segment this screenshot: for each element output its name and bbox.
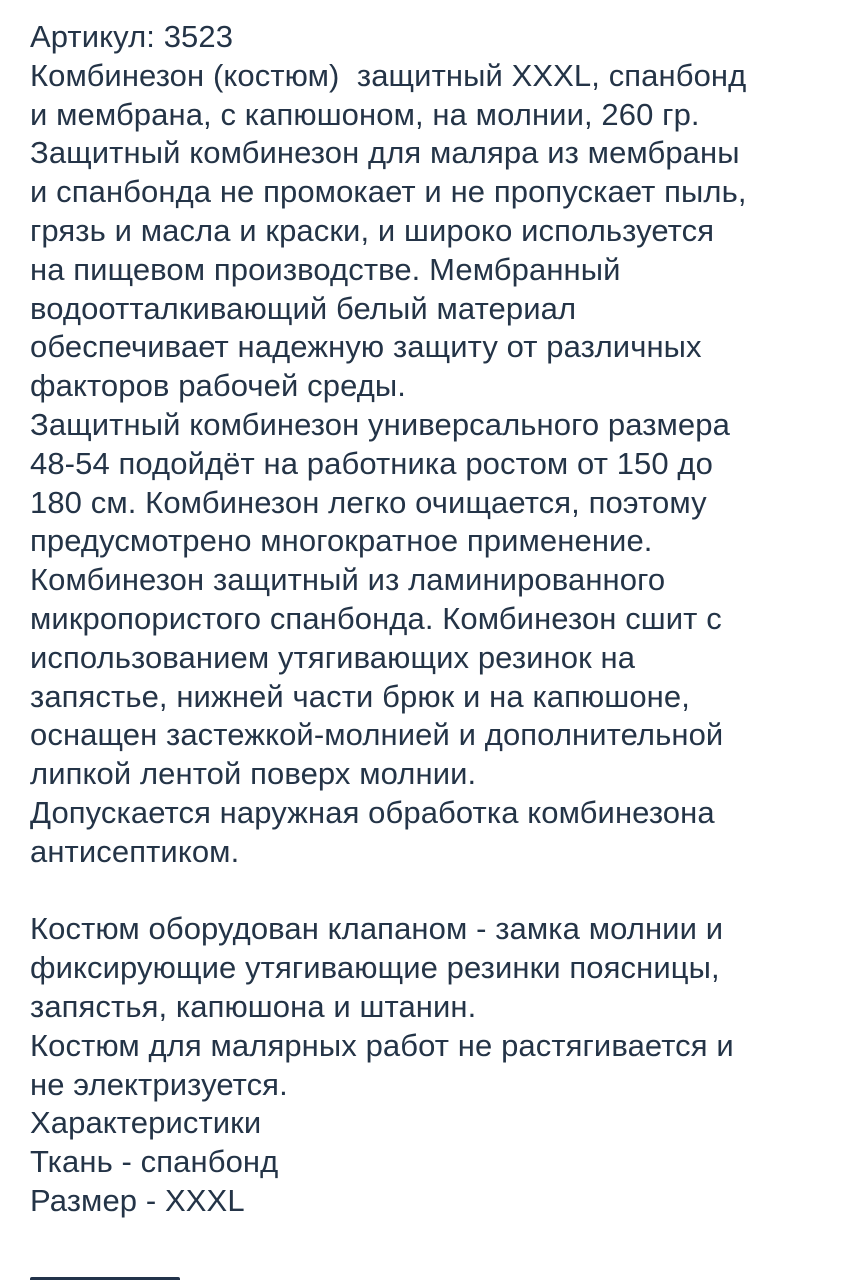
text-line: фиксирующие утягивающие резинки поясницы, [30,950,720,986]
text-line: водоотталкивающий белый материал [30,290,577,326]
text-line: Допускается наружная обработка комбинезона [30,794,715,830]
text-line: предусмотрено многократное применение. [30,523,653,559]
text-line: Защитный комбинезон универсального размера [30,406,730,442]
text-line: 48-54 подойдёт на работника ростом от 150 до [30,445,713,481]
text-line: на пищевом производстве. Мембранный [30,251,621,287]
text-line: оснащен застежкой-молнией и дополнительной [30,717,724,753]
text-line: Защитный комбинезон для маляра из мембраны [30,135,740,171]
text-line: факторов рабочей среды. [30,368,407,404]
text-line: использованием утягивающих резинок на [30,639,636,675]
text-line: Комбинезон (костюм) защитный XXXL, спанбонд [30,57,747,93]
text-line: запястье, нижней части брюк и на капюшоне, [30,678,690,714]
text-line: Костюм для малярных работ не растягивается и [30,1027,734,1063]
text-line: Ткань - спанбонд [30,1144,279,1180]
text-line [30,872,832,911]
text-line: Характеристики [30,1105,262,1141]
text-line: антисептиком. [30,833,240,869]
text-line: и мембрана, с капюшоном, на молнии, 260 гр. [30,96,700,132]
text-line: липкой лентой поверх молнии. [30,756,477,792]
text-line: обеспечивает надежную защиту от различных [30,329,702,365]
text-line: Артикул: 3523 [30,19,234,54]
text-line: Размер - XXXL [30,1182,245,1218]
text-line: микропористого спанбонда. Комбинезон сшит с [30,600,722,636]
text-line: 180 см. Комбинезон легко очищается, поэтому [30,484,707,520]
text-line: грязь и масла и краски, и широко используется [30,212,715,248]
text-line: и спанбонда не промокает и не пропускает пыль, [30,174,747,210]
text-line: Костюм оборудован клапаном - замка молнии и [30,911,724,947]
text-line: не электризуется. [30,1066,288,1102]
text-line: Комбинезон защитный из ламинированного [30,562,666,598]
text-line: запястья, капюшона и штанин. [30,988,477,1024]
